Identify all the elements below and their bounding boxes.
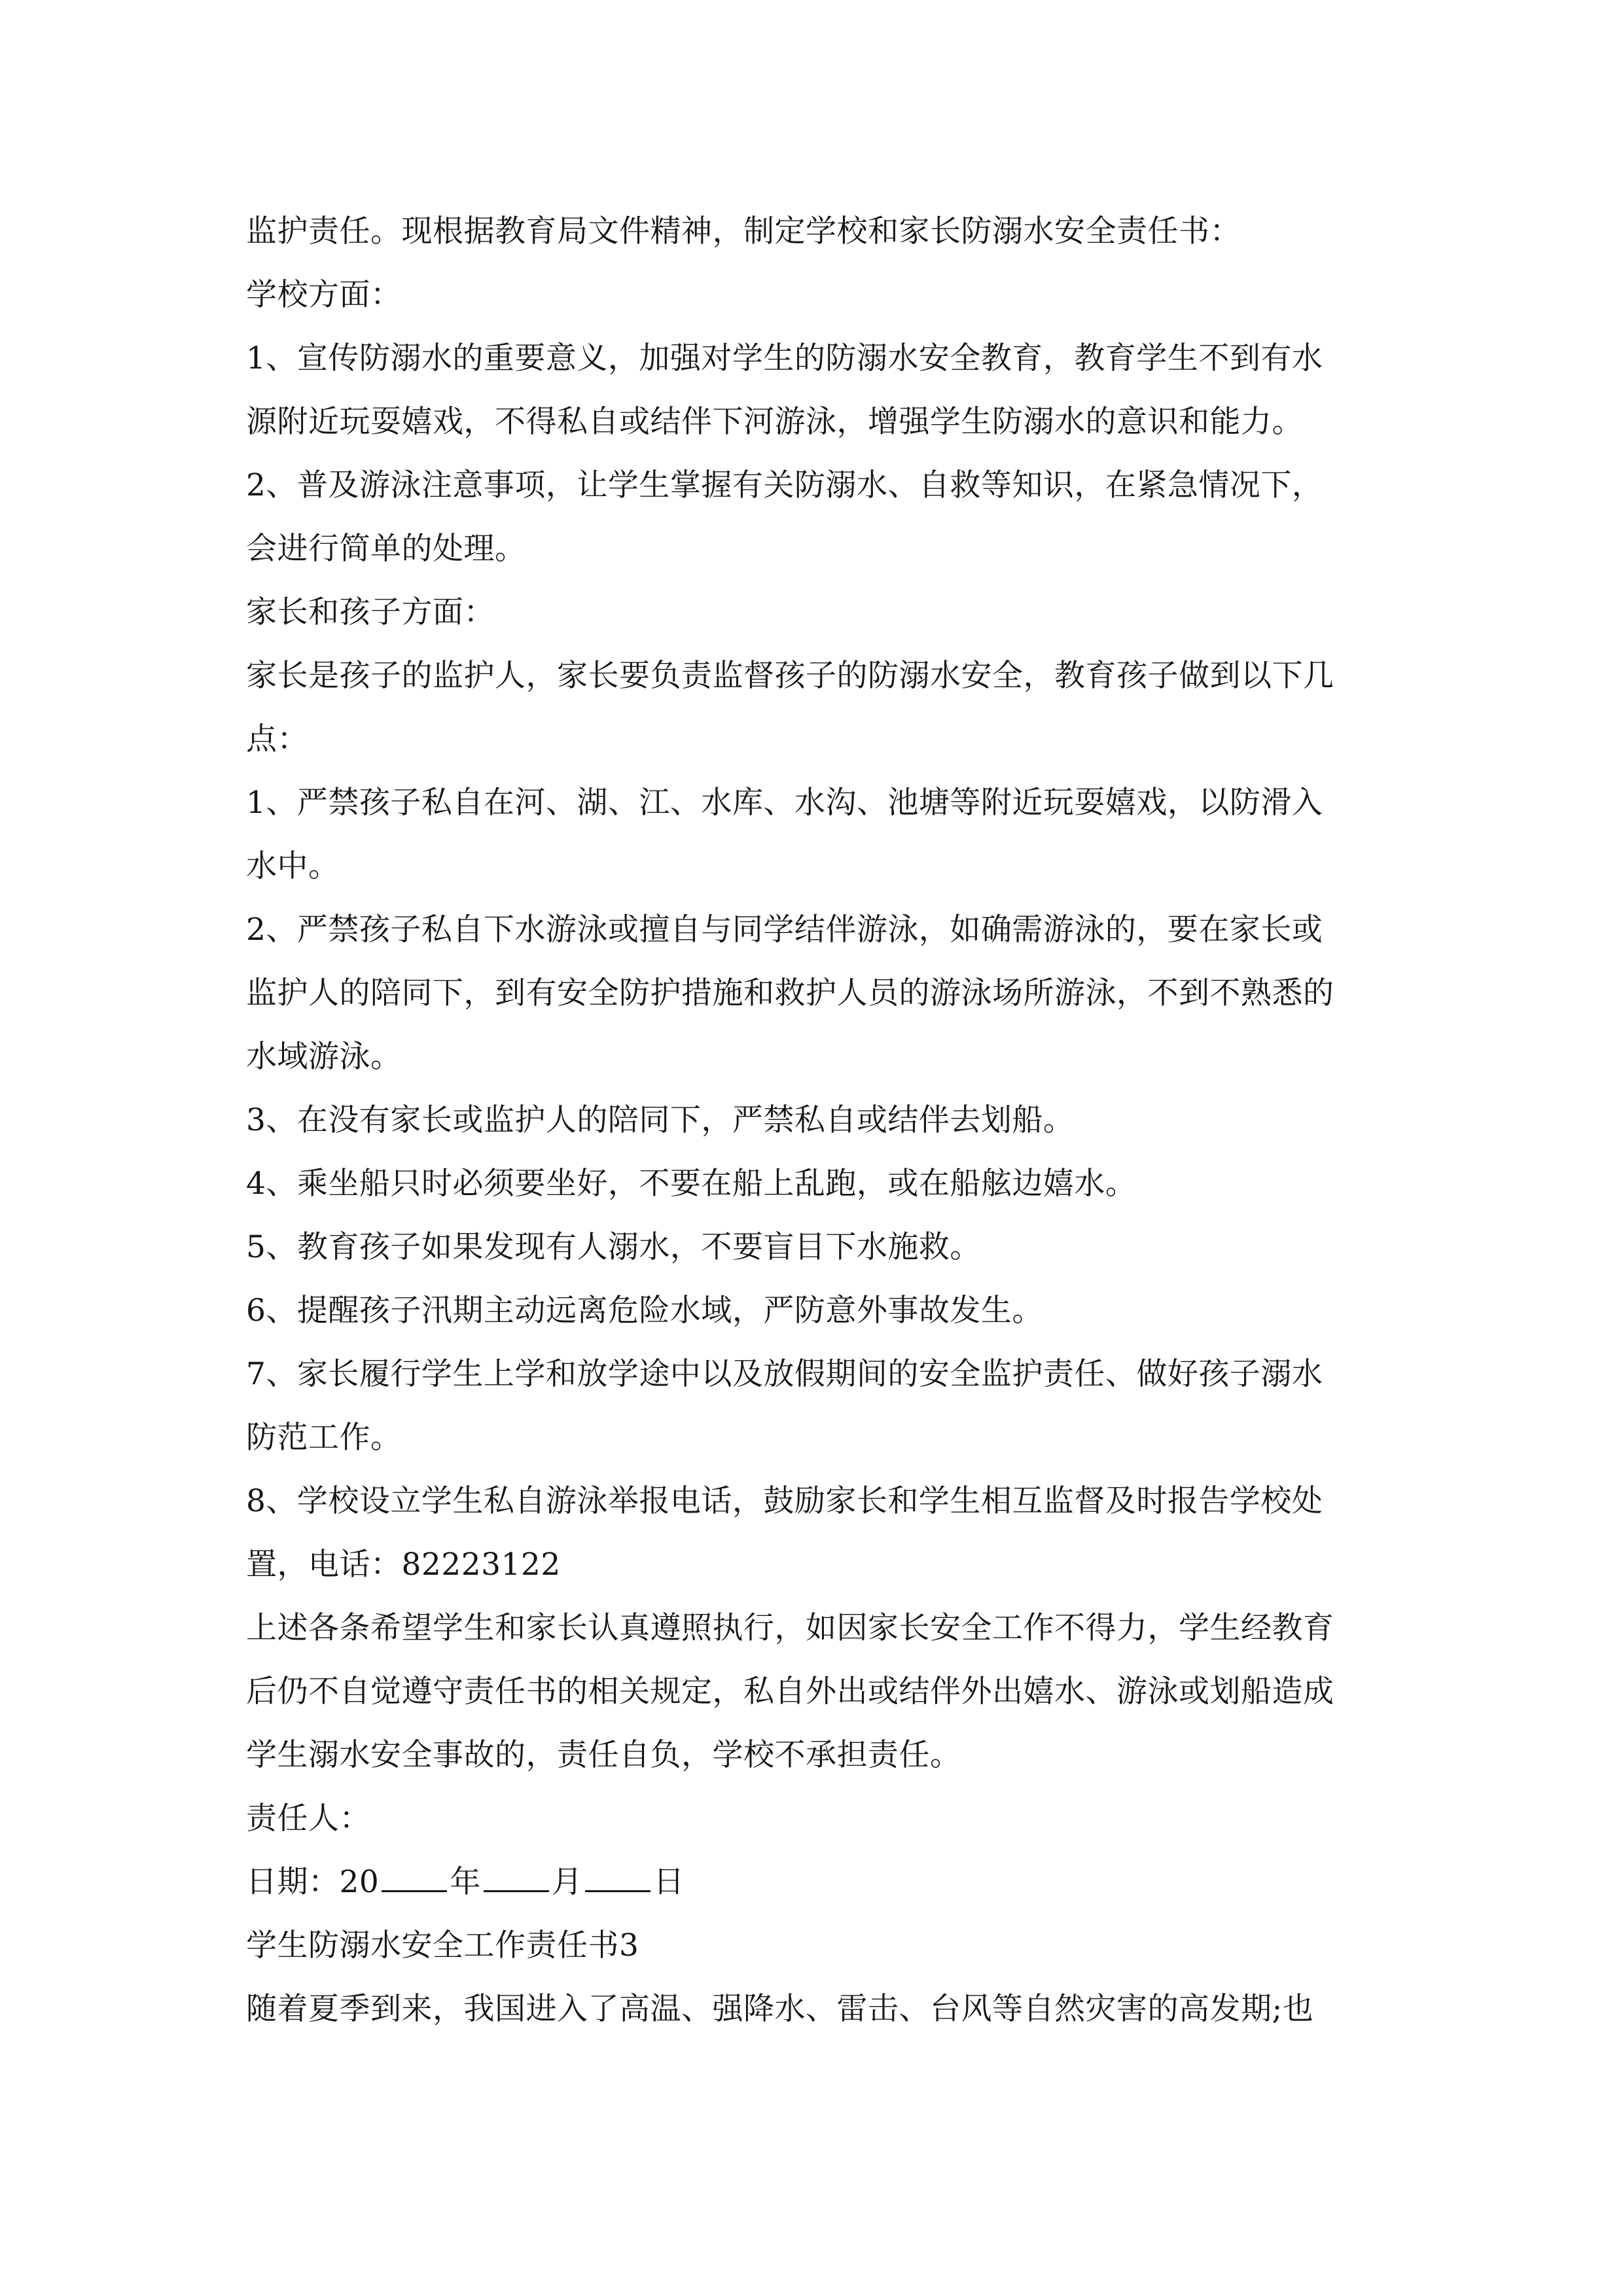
document-body	[246, 200, 1385, 2041]
month-blank	[484, 1864, 549, 1892]
text-line: 水中。	[246, 848, 340, 884]
year-blank	[382, 1864, 447, 1892]
year-label: 年	[450, 1864, 481, 1900]
month-label: 月	[551, 1864, 583, 1900]
text-line: 7、家长履行学生上学和放学途中以及放假期间的安全监护责任、做好孩子溺水	[246, 1356, 1323, 1392]
text-line: 3、在没有家长或监护人的陪同下，严禁私自或结伴去划船。	[246, 1102, 1075, 1138]
text-line: 4、乘坐船只时必须要坐好，不要在船上乱跑，或在船舷边嬉水。	[246, 1166, 1137, 1202]
date-line	[246, 1850, 1385, 1914]
section-heading-school: 学校方面：	[246, 277, 402, 313]
text-line: 6、提醒孩子汛期主动远离危险水域，严防意外事故发生。	[246, 1293, 1043, 1329]
text-line: 后仍不自觉遵守责任书的相关规定，私自外出或结伴外出嬉水、游泳或划船造成	[246, 1674, 1334, 1710]
date-label: 日期：20	[246, 1864, 380, 1900]
text-line: 防范工作。	[246, 1420, 402, 1456]
text-line: 随着夏季到来，我国进入了高温、强降水、雷击、台风等自然灾害的高发期;也	[246, 1991, 1314, 2027]
section-title: 学生防溺水安全工作责任书3	[246, 1928, 639, 1964]
text-line: 8、学校设立学生私自游泳举报电话，鼓励家长和学生相互监督及时报告学校处	[246, 1483, 1323, 1519]
text-line: 2、严禁孩子私自下水游泳或擅自与同学结伴游泳，如确需游泳的，要在家长或	[246, 912, 1323, 948]
text-line: 上述各条希望学生和家长认真遵照执行，如因家长安全工作不得力，学生经教育	[246, 1610, 1334, 1646]
text-line: 监护责任。现根据教育局文件精神，制定学校和家长防溺水安全责任书：	[246, 213, 1241, 249]
text-line: 1、严禁孩子私自在河、湖、江、水库、水沟、池塘等附近玩耍嬉戏，以防滑入	[246, 785, 1323, 821]
day-blank	[585, 1864, 651, 1892]
text-line: 家长是孩子的监护人，家长要负责监督孩子的防溺水安全，教育孩子做到以下几	[246, 658, 1334, 694]
text-line: 会进行简单的处理。	[246, 531, 526, 567]
text-line: 点：	[246, 721, 308, 757]
day-label: 日	[653, 1864, 685, 1900]
text-line: 5、教育孩子如果发现有人溺水，不要盲目下水施救。	[246, 1229, 981, 1265]
text-line: 2、普及游泳注意事项，让学生掌握有关防溺水、自救等知识，在紧急情况下，	[246, 467, 1323, 503]
text-line: 1、宣传防溺水的重要意义，加强对学生的防溺水安全教育，教育学生不到有水	[246, 340, 1323, 376]
text-line: 水域游泳。	[246, 1039, 402, 1075]
text-line: 监护人的陪同下，到有安全防护措施和救护人员的游泳场所游泳，不到不熟悉的	[246, 975, 1334, 1011]
text-line: 源附近玩耍嬉戏，不得私自或结伴下河游泳，增强学生防溺水的意识和能力。	[246, 404, 1303, 440]
section-heading-parents: 家长和孩子方面：	[246, 594, 495, 630]
responsible-person-label: 责任人：	[246, 1801, 370, 1837]
text-line: 学生溺水安全事故的，责任自负，学校不承担责任。	[246, 1737, 961, 1773]
text-line: 置，电话：82223122	[246, 1547, 561, 1583]
